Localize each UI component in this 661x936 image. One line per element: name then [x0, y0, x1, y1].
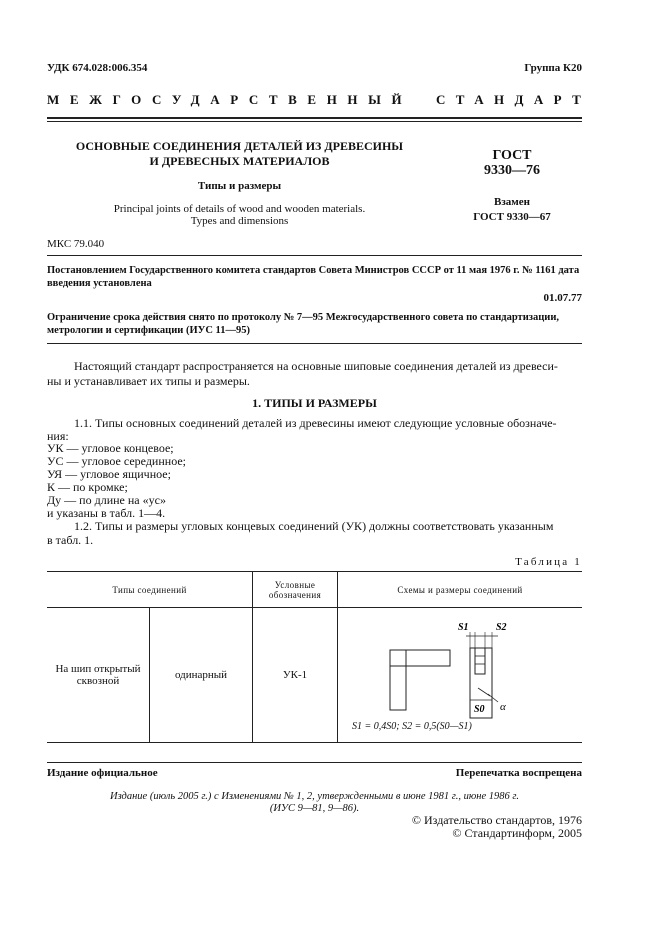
clause-1-1-line-1: 1.1. Типы основных соединений деталей из древесины имеют следующие условные обозначе-: [74, 416, 557, 430]
joint-l-shape: [390, 650, 450, 710]
clause-1-2-line-1: 1.2. Типы и размеры угловых концевых соединений (УК) должны соответствовать указанным: [74, 519, 554, 533]
replaces-number: ГОСТ 9330—67: [473, 211, 551, 223]
reprint-notice: Перепечатка воспрещена: [455, 767, 582, 779]
title-line-2: И ДРЕВЕСНЫХ МАТЕРИАЛОВ: [149, 154, 330, 168]
designation-du: Ду — по длине на «ус»: [47, 493, 166, 507]
header-designation-line-1: Условные: [274, 579, 316, 590]
clause-1-1-line-2: ния:: [47, 429, 69, 443]
header-designation: [253, 572, 338, 608]
alpha-arc: [478, 688, 490, 696]
footer-rule: [47, 762, 582, 763]
label-alpha: α: [500, 701, 506, 713]
designation-us: УС — угловое серединное;: [47, 454, 187, 468]
gost-number: 9330—76: [484, 163, 540, 178]
english-title-line-2: Types and dimensions: [190, 215, 289, 227]
decree-line-1: Постановлением Государственного комитета стандартов Совета Министров СССР от 11 мая 1976 г. № 1161 дата: [47, 265, 580, 276]
section-1-title: 1. ТИПЫ И РАЗМЕРЫ: [252, 396, 377, 410]
group-code: Группа К20: [524, 62, 582, 74]
banner-left: МЕЖГОСУДАРСТВЕННЫЙ: [47, 92, 413, 107]
mks-code: МКС 79.040: [47, 238, 105, 250]
restriction-line-2: метрологии и сертификации (ИУС 11—95): [47, 325, 250, 336]
designation-ref: и указаны в табл. 1—4.: [47, 506, 166, 520]
designation-uk: УК — угловое концевое;: [47, 441, 174, 455]
label-s2: S2: [496, 622, 507, 633]
udk-code: УДК 674.028:006.354: [47, 62, 148, 74]
dimension-formula: S1 = 0,4S0; S2 = 0,5(S0—S1): [352, 721, 472, 732]
header-rule-top: [47, 117, 582, 119]
cell-type-line-1: На шип открытый: [55, 663, 141, 675]
alpha-leader: [488, 694, 498, 702]
table-header-row: [47, 572, 582, 608]
cell-type-line-2: сквозной: [76, 675, 120, 687]
banner-right: СТАНДАРТ: [436, 92, 592, 107]
table-row: [47, 608, 582, 743]
replaces-label: Взамен: [494, 196, 530, 208]
cell-scheme: [338, 608, 583, 743]
rule-after-restriction: [47, 343, 582, 344]
label-s0: S0: [474, 704, 485, 715]
edition-info-line-1: Издание (июль 2005 г.) с Изменениями № 1, 2, утвержденными в июне 1981 г., июне 1986 г.: [110, 791, 519, 802]
intro-line-2: ны и устанавливает их типы и размеры.: [47, 374, 250, 388]
copyright-1: © Издательство стандартов, 1976: [411, 813, 582, 827]
header-designation-line-2: обозначения: [268, 589, 322, 600]
edition-info-line-2: (ИУС 9—81, 9—86).: [269, 803, 360, 814]
header-schemes: Схемы и размеры соединений: [338, 572, 583, 608]
joint-tenon-rect: [475, 648, 485, 674]
decree-date: 01.07.77: [543, 292, 582, 304]
intro-line-1: Настоящий стандарт распространяется на основные шиповые соединения деталей из древеси-: [74, 359, 558, 373]
cell-subtype: одинарный: [150, 608, 253, 743]
designation-uya: УЯ — угловое ящичное;: [47, 467, 171, 481]
designation-k: К — по кромке;: [47, 480, 128, 494]
copyright-2: © Стандартинформ, 2005: [452, 826, 582, 840]
decree-line-2: введения установлена: [47, 278, 152, 289]
restriction-line-1: Ограничение срока действия снято по протоколу № 7—95 Межгосударственного совета по стандартизации,: [47, 312, 560, 323]
cell-designation: УК-1: [253, 608, 338, 743]
official-edition: Издание официальное: [47, 767, 158, 779]
table-caption: Таблица 1: [515, 556, 582, 568]
title-line-1: ОСНОВНЫЕ СОЕДИНЕНИЯ ДЕТАЛЕЙ ИЗ ДРЕВЕСИНЫ: [75, 139, 404, 153]
table-1: [47, 571, 582, 743]
clause-1-2-line-2: в табл. 1.: [47, 533, 94, 547]
header-rule-bottom: [47, 121, 582, 122]
label-s1: S1: [458, 622, 469, 633]
english-title-line-1: Principal joints of details of wood and wooden materials.: [113, 203, 366, 215]
header-types: Типы соединений: [47, 572, 253, 608]
gost-label: ГОСТ: [492, 148, 532, 163]
cell-type: [47, 608, 150, 743]
subtitle: Типы и размеры: [197, 180, 282, 192]
rule-after-mks: [47, 255, 582, 256]
